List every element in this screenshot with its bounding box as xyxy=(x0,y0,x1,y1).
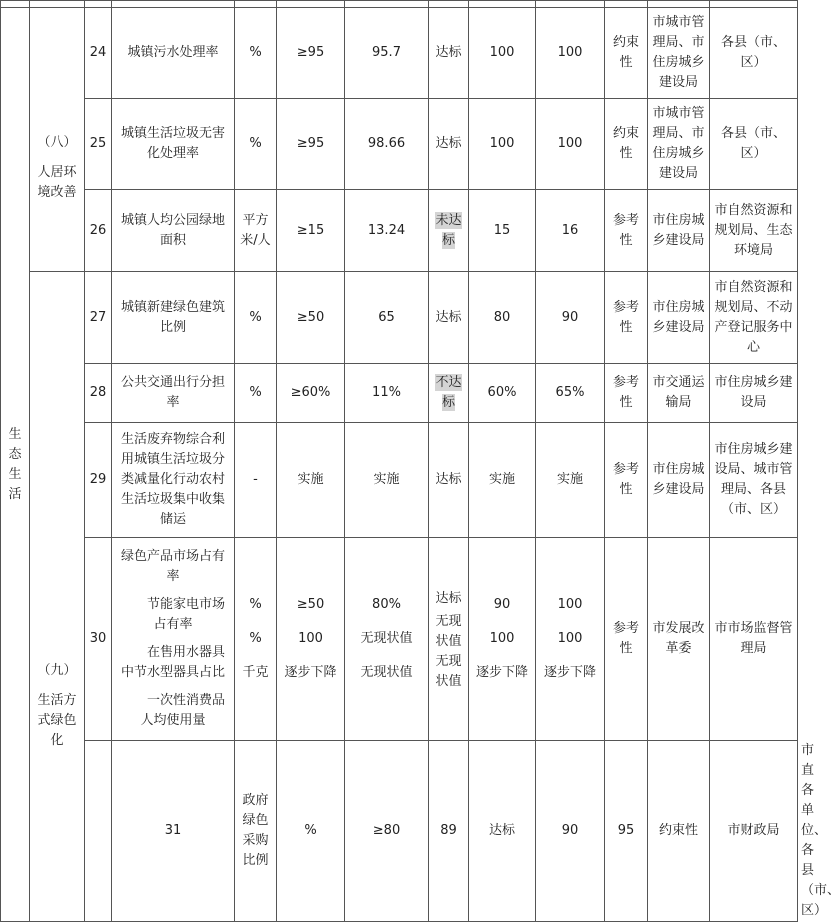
subcategory-cell-empty xyxy=(85,741,112,922)
table-row-previous xyxy=(1,1,798,8)
row-number: 24 xyxy=(85,8,112,99)
unit: % xyxy=(235,272,277,364)
subcategory-name: 人居环境改善 xyxy=(37,164,77,200)
year2-value: 65% xyxy=(536,364,605,423)
year1-value: 80 xyxy=(469,272,536,364)
table-row xyxy=(1,538,798,741)
nature: 约束性 xyxy=(648,741,710,922)
row-number: 26 xyxy=(85,190,112,272)
lead-unit: 市住房城乡建设局 xyxy=(648,423,710,538)
indicator-name: 节能家电市场占有率 xyxy=(146,597,225,632)
unit: % xyxy=(249,597,262,612)
lead-unit: 市发展改革委 xyxy=(648,538,710,741)
target-value: ≥60% xyxy=(277,364,345,423)
target-value: ≥80 xyxy=(345,741,429,922)
year1-value: 90 xyxy=(493,597,511,612)
current-value: 89 xyxy=(429,741,469,922)
year2-value: 100 xyxy=(557,631,583,646)
row-number: 29 xyxy=(85,423,112,538)
year1-value: 100 xyxy=(489,631,515,646)
nature: 参考性 xyxy=(605,364,648,423)
year1-multiline xyxy=(469,538,536,741)
current-value: 65 xyxy=(345,272,429,364)
target-value: ≥95 xyxy=(277,99,345,190)
status: 无现状值 xyxy=(435,654,462,689)
status: 不达标 xyxy=(435,375,462,410)
current-value: 无现状值 xyxy=(360,665,413,680)
coop-unit: 市自然资源和规划局、不动产登记服务中心 xyxy=(710,272,798,364)
status: 无现状值 xyxy=(435,614,462,649)
year1-value: 100 xyxy=(469,99,536,190)
coop-unit: 各县（市、区） xyxy=(710,99,798,190)
coop-unit: 市住房城乡建设局 xyxy=(710,364,798,423)
year1-value: 100 xyxy=(469,8,536,99)
nature: 参考性 xyxy=(605,423,648,538)
target-value: ≥95 xyxy=(277,8,345,99)
status: 达标 xyxy=(435,591,462,606)
unit: 千克 xyxy=(242,665,269,680)
table-row: 31 政府绿色采购比例 % ≥80 89 达标 90 95 约束性 市财政局 市直各单位、各县（市、区） xyxy=(1,741,798,922)
row-number: 28 xyxy=(85,364,112,423)
coop-unit: 市住房城乡建设局、城市管理局、各县（市、区） xyxy=(710,423,798,538)
indicator-name: 公共交通出行分担率 xyxy=(112,364,235,423)
nature: 约束性 xyxy=(605,8,648,99)
current-value: 11% xyxy=(345,364,429,423)
target-value: 逐步下降 xyxy=(284,665,337,680)
unit: % xyxy=(235,8,277,99)
lead-unit: 市住房城乡建设局 xyxy=(648,272,710,364)
indicator-name: 城镇新建绿色建筑比例 xyxy=(112,272,235,364)
coop-unit: 各县（市、区） xyxy=(710,8,798,99)
target-value: 实施 xyxy=(277,423,345,538)
status: 达标 xyxy=(429,423,469,538)
current-value: 98.66 xyxy=(345,99,429,190)
unit: - xyxy=(235,423,277,538)
indicator-name: 在售用水器具中节水型器具占比 xyxy=(120,645,225,680)
category-cell xyxy=(1,8,30,922)
category-label: 生态生活 xyxy=(8,426,22,502)
year2-value: 逐步下降 xyxy=(543,665,596,680)
table-row xyxy=(1,190,798,272)
current-value: 实施 xyxy=(345,423,429,538)
unit: % xyxy=(235,364,277,423)
nature: 约束性 xyxy=(605,99,648,190)
year1-value: 90 xyxy=(536,741,605,922)
unit-multiline xyxy=(235,538,277,741)
target-multiline xyxy=(277,538,345,741)
indicator-name: 城镇生活垃圾无害化处理率 xyxy=(112,99,235,190)
table-row xyxy=(1,8,798,99)
row-number: 27 xyxy=(85,272,112,364)
unit: % xyxy=(249,631,262,646)
row-number: 31 xyxy=(112,741,235,922)
indicator-name: 城镇污水处理率 xyxy=(112,8,235,99)
year2-value: 95 xyxy=(605,741,648,922)
year1-value: 60% xyxy=(469,364,536,423)
indicator-name: 绿色产品市场占有率 xyxy=(120,549,225,584)
status: 达标 xyxy=(429,8,469,99)
table-row xyxy=(1,423,798,538)
indicator-name: 城镇人均公园绿地面积 xyxy=(112,190,235,272)
status-multiline xyxy=(429,538,469,741)
lead-unit: 市城市管理局、市住房城乡建设局 xyxy=(648,99,710,190)
current-value: 13.24 xyxy=(345,190,429,272)
unit: % xyxy=(277,741,345,922)
target-value: ≥50 xyxy=(296,597,325,612)
year1-value: 逐步下降 xyxy=(475,665,528,680)
year1-value: 15 xyxy=(469,190,536,272)
nature: 参考性 xyxy=(605,272,648,364)
unit: 平方米/人 xyxy=(235,190,277,272)
status-cell xyxy=(429,190,469,272)
lead-unit: 市财政局 xyxy=(710,741,798,922)
current-value: 95.7 xyxy=(345,8,429,99)
subcategory-name: 生活方式绿色化 xyxy=(37,692,77,748)
current-multiline xyxy=(345,538,429,741)
row-number: 25 xyxy=(85,99,112,190)
nature: 参考性 xyxy=(605,538,648,741)
year2-value: 90 xyxy=(536,272,605,364)
row-number: 30 xyxy=(85,538,112,741)
subcategory-number: （九） xyxy=(37,662,77,678)
year1-value: 实施 xyxy=(469,423,536,538)
coop-unit: 市市场监督管理局 xyxy=(710,538,798,741)
nature: 参考性 xyxy=(605,190,648,272)
status: 达标 xyxy=(429,99,469,190)
subcategory-cell-8 xyxy=(30,8,85,272)
table-row xyxy=(1,99,798,190)
indicator-name: 生活废弃物综合利用城镇生活垃圾分类减量化行动农村生活垃圾集中收集储运 xyxy=(112,423,235,538)
year2-value: 100 xyxy=(536,8,605,99)
current-value: 无现状值 xyxy=(360,631,413,646)
target-value: ≥50 xyxy=(277,272,345,364)
year2-value: 16 xyxy=(536,190,605,272)
year2-value: 100 xyxy=(536,99,605,190)
subcategory-number: （八） xyxy=(37,134,77,150)
subcategory-cell-9 xyxy=(30,272,85,922)
lead-unit: 市交通运输局 xyxy=(648,364,710,423)
indicator-multiline xyxy=(112,538,235,741)
status: 达标 xyxy=(469,741,536,922)
lead-unit: 市城市管理局、市住房城乡建设局 xyxy=(648,8,710,99)
year2-value: 实施 xyxy=(536,423,605,538)
target-value: ≥15 xyxy=(277,190,345,272)
table-row xyxy=(1,364,798,423)
lead-unit: 市住房城乡建设局 xyxy=(648,190,710,272)
year2-multiline xyxy=(536,538,605,741)
target-value: 100 xyxy=(298,631,323,646)
unit: % xyxy=(235,99,277,190)
indicator-name: 政府绿色采购比例 xyxy=(235,741,277,922)
year2-value: 100 xyxy=(557,597,583,612)
status: 达标 xyxy=(429,272,469,364)
current-value: 80% xyxy=(372,597,401,612)
table-row xyxy=(1,272,798,364)
indicator-name: 一次性消费品人均使用量 xyxy=(140,693,225,728)
coop-unit: 市自然资源和规划局、生态环境局 xyxy=(710,190,798,272)
status: 未达标 xyxy=(435,212,462,248)
status-cell xyxy=(429,364,469,423)
